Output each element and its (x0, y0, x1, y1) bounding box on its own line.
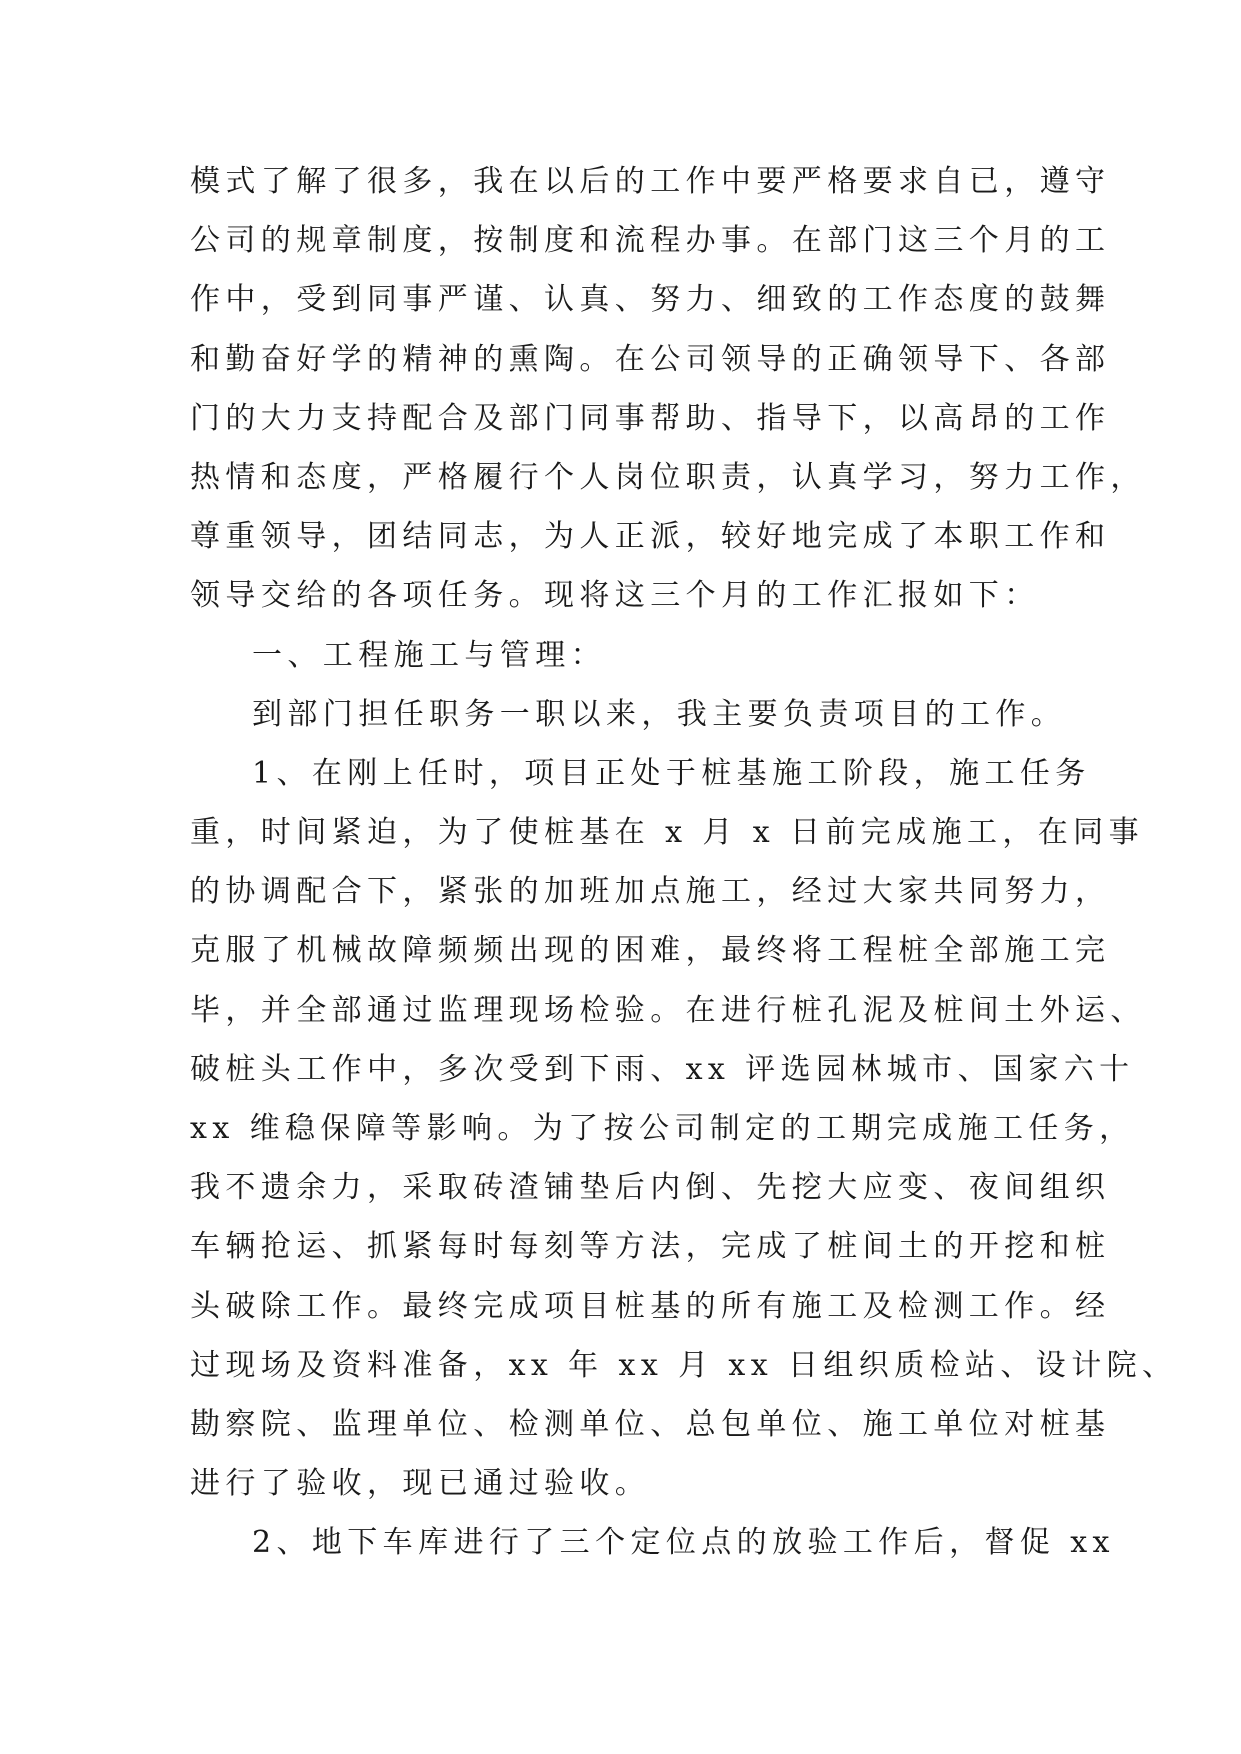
text-line: 勘察院、监理单位、检测单位、总包单位、施工单位对桩基 (190, 1406, 1111, 1442)
text-line: 模式了解了很多，我在以后的工作中要严格要求自已，遵守 (190, 164, 1111, 199)
text-line: 1、在刚上任时，项目正处于桩基施工阶段，施工任务 (252, 755, 1091, 791)
text-line: 2、地下车库进行了三个定位点的放验工作后，督促 xx (252, 1525, 1115, 1561)
text-line: 热情和态度，严格履行个人岗位职责，认真学习，努力工作， (190, 459, 1146, 495)
text-line: 领导交给的各项任务。现将这三个月的工作汇报如下： (190, 578, 1040, 614)
text-line: 重，时间紧迫，为了使桩基在 x 月 x 日前完成施工，在同事 (190, 815, 1144, 851)
text-line: 到部门担任职务一职以来，我主要负责项目的工作。 (252, 696, 1067, 732)
text-line: 毕，并全部通过监理现场检验。在进行桩孔泥及桩间土外运、 (190, 992, 1146, 1028)
text-line: 进行了验收，现已通过验收。 (190, 1466, 651, 1502)
text-line: xx 维稳保障等影响。为了按公司制定的工期完成施工任务， (190, 1111, 1135, 1146)
text-line: 门的大力支持配合及部门同事帮助、指导下，以高昂的工作 (190, 400, 1111, 436)
text-line: 头破除工作。最终完成项目桩基的所有施工及检测工作。经 (190, 1288, 1111, 1324)
text-line: 车辆抢运、抓紧每时每刻等方法，完成了桩间土的开挖和桩 (190, 1229, 1111, 1265)
text-line: 公司的规章制度，按制度和流程办事。在部门这三个月的工 (190, 223, 1111, 259)
text-line: 我不遗余力，采取砖渣铺垫后内倒、先挖大应变、夜间组织 (190, 1170, 1111, 1206)
text-line: 和勤奋好学的精神的熏陶。在公司领导的正确领导下、各部 (190, 341, 1111, 377)
text-line: 过现场及资料准备，xx 年 xx 月 xx 日组织质检站、设计院、 (190, 1347, 1178, 1383)
text-line: 破桩头工作中，多次受到下雨、xx 评选园林城市、国家六十 (190, 1051, 1135, 1087)
text-line: 尊重领导，团结同志，为人正派，较好地完成了本职工作和 (190, 519, 1111, 555)
document-body (190, 152, 1178, 1573)
text-line: 克服了机械故障频频出现的困难，最终将工程桩全部施工完 (190, 933, 1111, 969)
text-line: 作中，受到同事严谨、认真、努力、细致的工作态度的鼓舞 (190, 282, 1111, 318)
section-heading: 一、工程施工与管理： (252, 637, 606, 673)
text-line: 的协调配合下，紧张的加班加点施工，经过大家共同努力， (190, 874, 1111, 910)
